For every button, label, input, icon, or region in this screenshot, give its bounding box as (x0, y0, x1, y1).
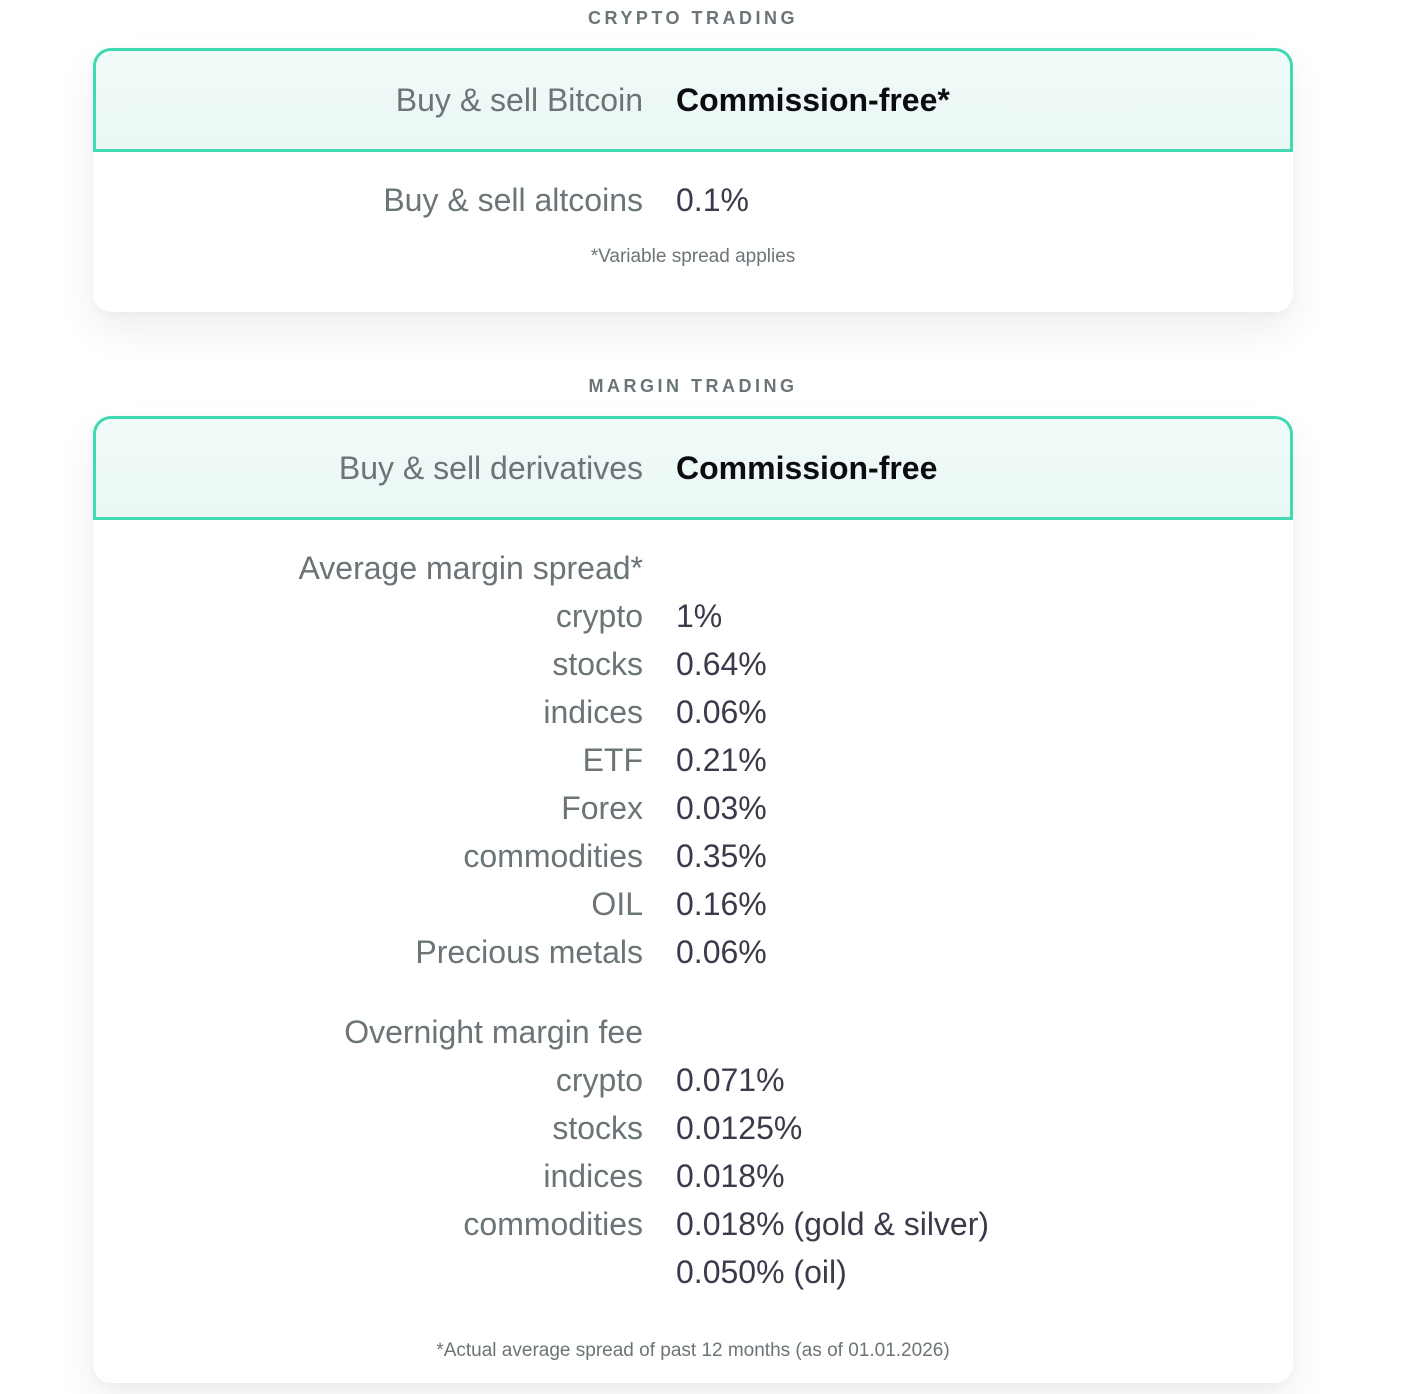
row-value: 0.018% (676, 1157, 785, 1194)
row-label: commodities (463, 837, 643, 874)
list-item (93, 880, 1293, 928)
list-heading: Overnight margin fee (344, 1013, 643, 1050)
overnight-margin-fee-heading (93, 1008, 1293, 1056)
footnote-average-spread: *Actual average spread of past 12 months (as of 01.01.2026) (436, 1340, 950, 1361)
row-value: 0.071% (676, 1061, 785, 1098)
row-value: 0.1% (676, 181, 749, 218)
list-item (93, 1200, 1293, 1248)
row-label: crypto (555, 1061, 643, 1098)
row-label: OIL (591, 885, 643, 922)
list-item (93, 1152, 1293, 1200)
list-item (93, 832, 1293, 880)
list-item (93, 784, 1293, 832)
row-label: Buy & sell Bitcoin (395, 81, 643, 118)
row-label: stocks (552, 645, 643, 682)
row-label: stocks (552, 1109, 643, 1146)
list-item (93, 1248, 1293, 1296)
row-value: 0.0125% (676, 1109, 803, 1146)
row-label: indices (543, 693, 643, 730)
row-label: indices (543, 1157, 643, 1194)
list-item (93, 592, 1293, 640)
row-value: 0.03% (676, 789, 767, 826)
overnight-margin-fee-list (93, 1008, 1293, 1296)
row-label: Precious metals (415, 933, 643, 970)
highlight-row-derivatives (93, 416, 1293, 520)
row-label: commodities (463, 1205, 643, 1242)
row-value: 0.050% (oil) (676, 1253, 847, 1290)
row-label: Buy & sell altcoins (383, 181, 643, 218)
average-margin-spread-list (93, 544, 1293, 976)
list-item (93, 1104, 1293, 1152)
row-value: 0.21% (676, 741, 767, 778)
list-heading: Average margin spread* (298, 549, 643, 586)
row-value: Commission-free* (676, 81, 950, 118)
row-value: 0.35% (676, 837, 767, 874)
row-value: 0.06% (676, 693, 767, 730)
row-label: Forex (561, 789, 643, 826)
margin-trading-card (93, 416, 1293, 1383)
list-item (93, 640, 1293, 688)
row-label: crypto (555, 597, 643, 634)
list-item (93, 736, 1293, 784)
crypto-trading-card (93, 48, 1293, 312)
row-label: ETF (582, 741, 643, 778)
fee-row-altcoins (93, 152, 1293, 248)
section-title-crypto-trading: CRYPTO TRADING (587, 8, 798, 28)
list-item (93, 688, 1293, 736)
list-item (93, 928, 1293, 976)
row-value: 1% (676, 597, 723, 634)
section-title-margin-trading: MARGIN TRADING (588, 376, 798, 396)
footnote-variable-spread: *Variable spread applies (590, 246, 796, 267)
list-item (93, 1056, 1293, 1104)
row-label: Buy & sell derivatives (338, 449, 643, 486)
row-value: 0.018% (gold & silver) (676, 1205, 990, 1242)
row-value: Commission-free (676, 449, 938, 486)
row-value: 0.64% (676, 645, 767, 682)
highlight-row-bitcoin (93, 48, 1293, 152)
row-value: 0.16% (676, 885, 767, 922)
row-value: 0.06% (676, 933, 767, 970)
average-margin-spread-heading (93, 544, 1293, 592)
